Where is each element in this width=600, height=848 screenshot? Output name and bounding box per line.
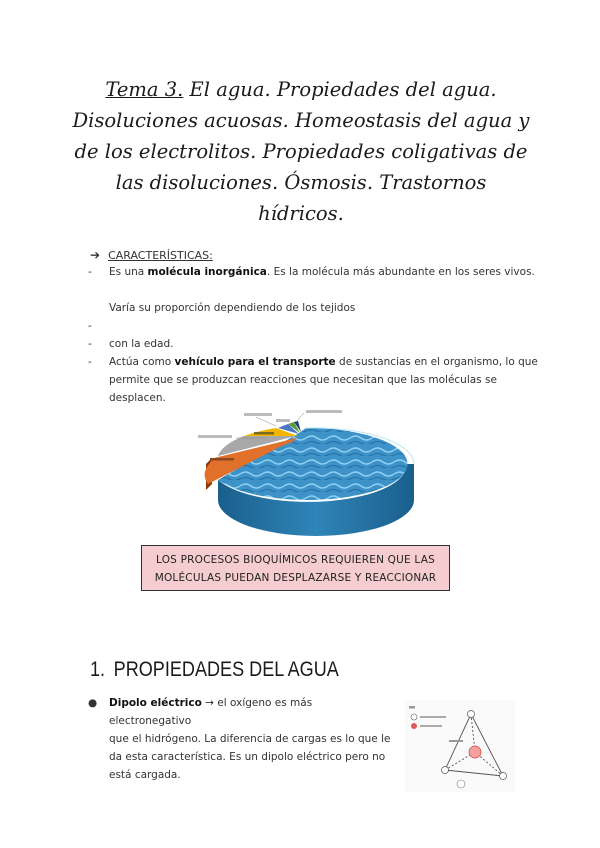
document-title [70, 74, 532, 229]
dipolo-bullet: ● Dipolo eléctrico → el oxígeno es más electronegativo que el hidrógeno. La diferencia de cargas es lo que le da esta característica. Es un dipolo eléctrico pero no está cargada. [88, 694, 393, 784]
section-heading: 1. PROPIEDADES DEL AGUA [90, 658, 339, 681]
title-rest: El agua. Propiedades del agua. Disoluciones acuosas. Homeostasis del agua y de los electrolitos. Propiedades coligativas de las disoluciones. Ósmosis. Trastornos hídricos. [72, 78, 530, 225]
bullet-icon: ● [88, 697, 98, 709]
list-item: - Es una molécula inorgánica. Es la molécula más abundante en los seres vivos. [88, 266, 535, 278]
arrow-right-icon: ➔ [90, 248, 101, 262]
vehiculo-line2: permite que se produzcan reacciones que necesitan que las moléculas se [109, 374, 497, 386]
title-lead: Tema 3. [105, 78, 184, 101]
list-item: - Actúa como vehículo para el transporte de sustancias en el organismo, lo que [88, 356, 538, 368]
water-tetrahedron-diagram [405, 700, 515, 792]
list-item-empty: - [88, 320, 92, 332]
characteristics-heading: ➔ CARACTERÍSTICAS: [90, 248, 213, 262]
varia-text: Varía su proporción dependiendo de los tejidos [109, 302, 356, 314]
vehiculo-line3: desplacen. [109, 392, 166, 404]
biochemical-callout: LOS PROCESOS BIOQUÍMICOS REQUIEREN QUE LAS MOLÉCULAS PUEDAN DESPLAZARSE Y REACCIONAR [141, 545, 450, 591]
water-proportion-pie-chart [196, 408, 426, 538]
list-item: - con la edad. [88, 338, 174, 350]
